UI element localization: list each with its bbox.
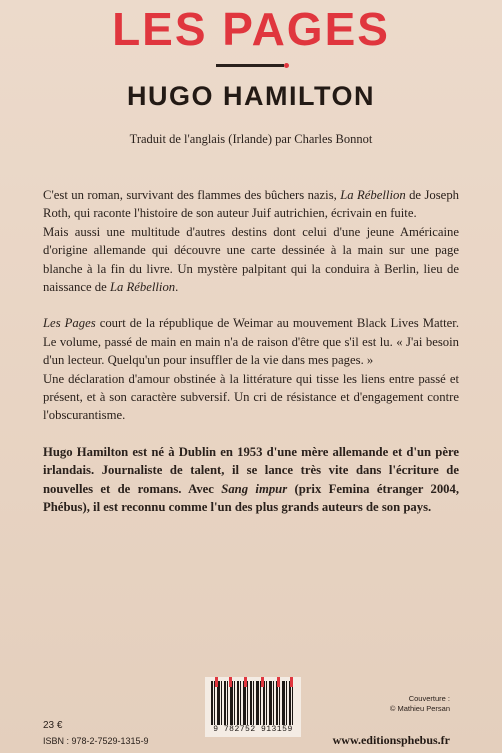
bio-text: Hugo Hamilton est né à Dublin en 1953 d'une mère allemande et d'un père irlandais. Journaliste de talent, il se lance très vite dans l'écriture de nouvelles et de romans. Avec <box>43 444 459 496</box>
price: 23 € <box>43 720 63 731</box>
book-author: HUGO HAMILTON <box>127 81 375 111</box>
blurb-paragraph-3 <box>43 314 459 369</box>
blurb-text: de Joseph Roth, qui raconte l'histoire de son auteur Juif autrichien, écrivain en fuite. <box>43 188 460 221</box>
paragraph-gap <box>43 296 459 314</box>
translator-credit: Traduit de l'anglais (Irlande) par Charles Bonnot <box>129 132 373 146</box>
divider-dot <box>284 63 289 68</box>
work-title: Sang impur <box>221 481 288 496</box>
book-title: LES PAGES <box>112 3 390 55</box>
barcode <box>205 677 301 737</box>
blurb-paragraph-1 <box>43 186 459 223</box>
barcode-accent <box>277 677 280 687</box>
author-bio <box>43 443 459 517</box>
blurb-text: court de la république de Weimar au mouvement Black Lives Matter. Le volume, passé de main en main n'a de raison d'être que s'il est lu. « J'ai besoin d'un lecteur. Quelqu'un pour insuffler de la vie dans mes pages. » <box>43 316 459 368</box>
cover-credit-label: Couverture : <box>408 694 450 703</box>
barcode-number: 9 782752 913159 <box>213 725 293 734</box>
blurb-text: . <box>175 280 179 295</box>
isbn: ISBN : 978-2-7529-1315-9 <box>43 736 149 746</box>
paragraph-gap <box>43 425 459 443</box>
blurb-text: C'est un roman, survivant des flammes des bûchers nazis, <box>43 188 341 202</box>
barcode-accent <box>261 677 264 687</box>
blurb-text: Mais aussi une multitude d'autres destins dont celui d'une jeune Américaine d'origine allemande qui découvre une carte dessinée à la main sur une page blanche à la fin du livre. Un mystère palpitant qui la conduira à Berlin, lieu de naissance de <box>43 224 459 295</box>
work-title: Les Pages <box>43 316 96 331</box>
cover-credit-name: © Mathieu Persan <box>389 704 450 713</box>
blurb-paragraph-2 <box>43 223 459 297</box>
work-title: La Rébellion <box>109 280 176 295</box>
work-title: La Rébellion <box>340 188 406 202</box>
barcode-bars <box>211 681 295 725</box>
barcode-accent <box>229 677 232 687</box>
barcode-accent <box>244 677 247 687</box>
title-divider <box>216 64 284 67</box>
publisher-website: www.editionsphebus.fr <box>332 733 450 747</box>
barcode-accent <box>215 677 218 687</box>
blurb-paragraph-4: Une déclaration d'amour obstinée à la littérature qui tisse les liens entre passé et présent, et à son caractère subversif. Un cri de résistance et d'engagement contre l'obscurantisme. <box>43 371 459 423</box>
blurb <box>43 186 459 517</box>
bio-text: (prix Femina étranger 2004, Phébus), il est reconnu comme l'un des plus grands auteurs de son pays. <box>43 481 460 515</box>
barcode-accent <box>290 677 293 687</box>
